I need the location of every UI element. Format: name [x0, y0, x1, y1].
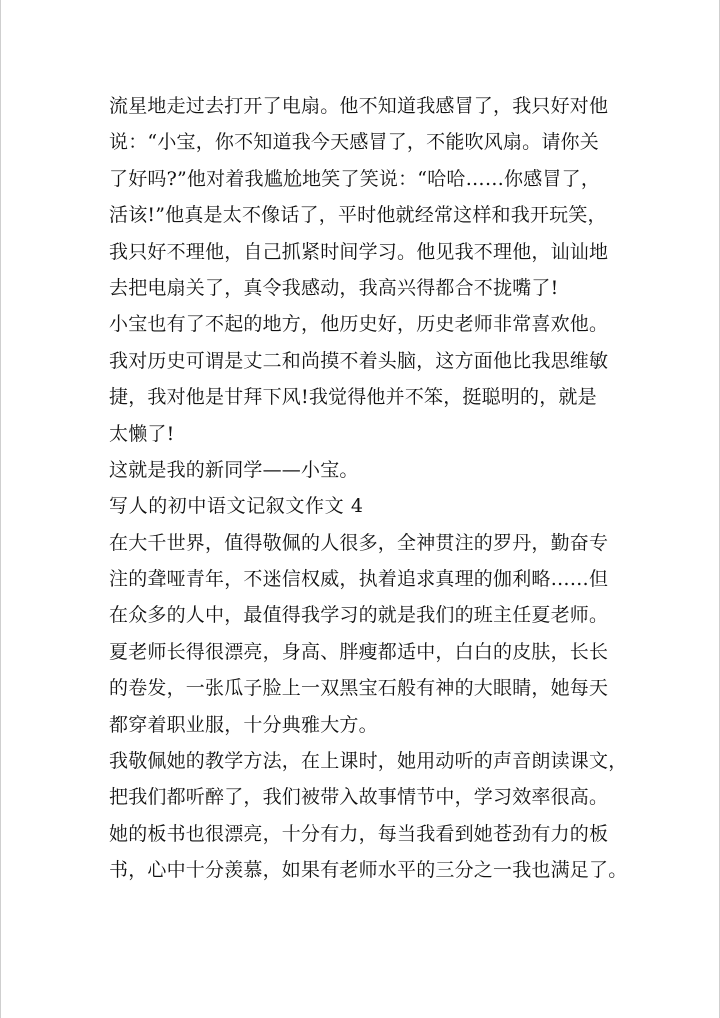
text-line: 书，心中十分羡慕，如果有老师水平的三分之一我也满足了。 [109, 859, 628, 882]
text-line: 这就是我的新同学——小宝。 [109, 458, 359, 481]
text-line: 我敬佩她的教学方法，在上课时，她用动听的声音朗读课文， [109, 750, 628, 773]
text-line: 把我们都听醉了，我们被带入故事情节中，学习效率很高。 [109, 786, 609, 809]
text-line: 流星地走过去打开了电扇。他不知道我感冒了，我只好对他 [109, 95, 609, 117]
text-line: 小宝也有了不起的地方，他历史好，历史老师非常喜欢他。 [109, 313, 609, 336]
text-line: 我只好不理他，自己抓紧时间学习。他见我不理他，讪讪地 [109, 240, 609, 263]
text-line: 夏老师长得很漂亮，身高、胖瘦都适中，白白的皮肤，长长 [109, 640, 609, 663]
text-line: 在众多的人中，最值得我学习的就是我们的班主任夏老师。 [109, 604, 609, 627]
text-line: 的卷发，一张瓜子脸上一双黑宝石般有神的大眼睛，她每天 [109, 677, 609, 700]
text-line: 了好吗?”他对着我尴尬地笑了笑说：“哈哈……你感冒了， [109, 167, 601, 190]
document-body [109, 88, 628, 889]
section-heading: 写人的初中语文记叙文作文 4 [109, 495, 364, 518]
text-line: 说：“小宝，你不知道我今天感冒了，不能吹风扇。请你关 [109, 131, 599, 154]
text-line: 她的板书也很漂亮，十分有力，每当我看到她苍劲有力的板 [109, 822, 609, 845]
text-line: 都穿着职业服，十分典雅大方。 [109, 713, 378, 736]
text-line: 我对历史可谓是丈二和尚摸不着头脑，这方面他比我思维敏 [109, 349, 609, 372]
text-line: 太懒了! [109, 422, 175, 445]
text-line: 在大千世界，值得敬佩的人很多，全神贯注的罗丹，勤奋专 [109, 531, 609, 554]
text-line: 捷，我对他是甘拜下风!我觉得他并不笨，挺聪明的，就是 [109, 386, 597, 409]
text-line: 注的聋哑青年，不迷信权威，执着追求真理的伽利略……但 [109, 568, 609, 591]
text-line: 活该!”他真是太不像话了，平时他就经常这样和我开玩笑， [109, 204, 607, 227]
text-line: 去把电扇关了，真令我感动，我高兴得都合不拢嘴了! [109, 276, 559, 299]
